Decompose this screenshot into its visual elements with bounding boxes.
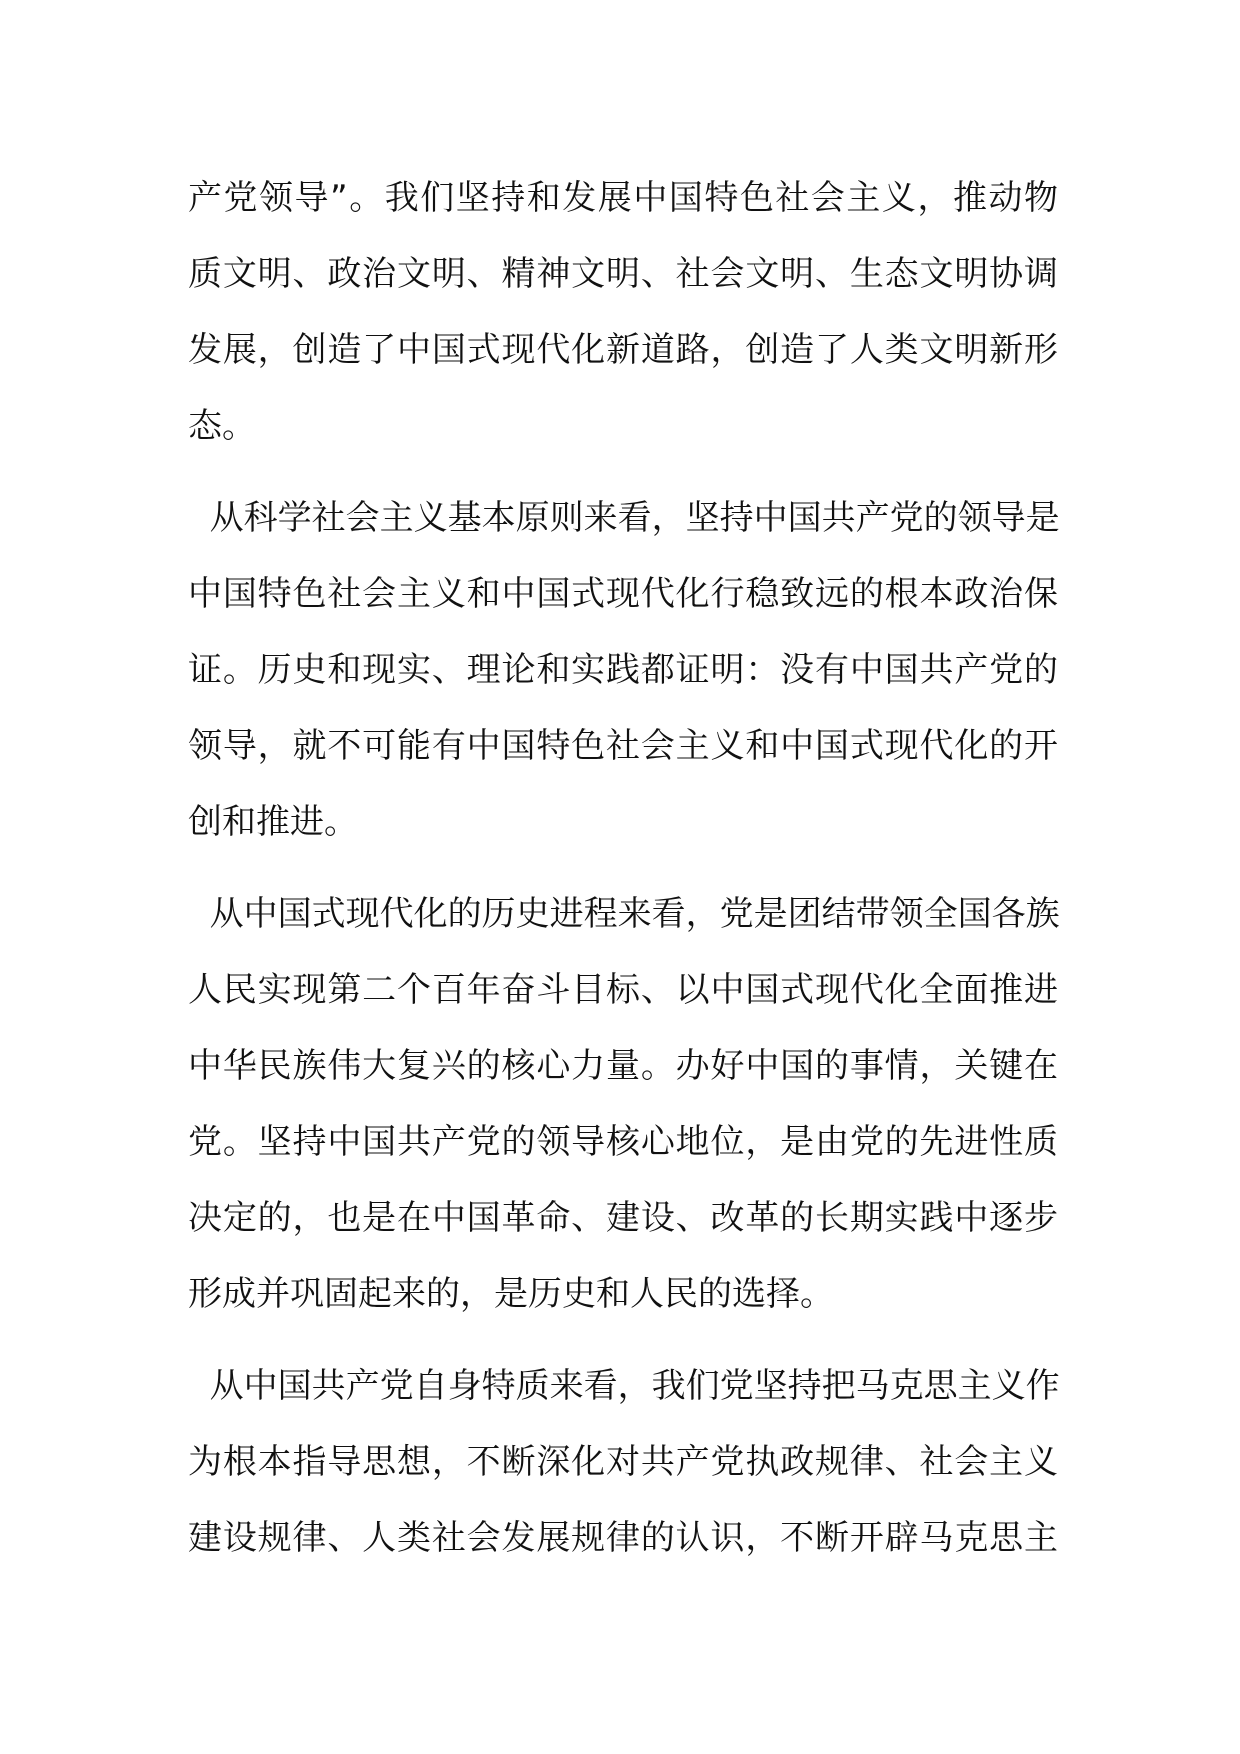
text-line: 创和推进。 <box>188 802 358 842</box>
text-line: 形成并巩固起来的，是历史和人民的选择。 <box>188 1274 834 1314</box>
paragraph <box>188 480 1058 860</box>
text-line: 领导，就不可能有中国特色社会主义和中国式现代化的开 <box>188 726 1058 766</box>
body-text <box>188 160 1058 1576</box>
text-line: 证。历史和现实、理论和实践都证明：没有中国共产党的 <box>188 650 1058 690</box>
paragraph-gap <box>188 1332 1058 1348</box>
paragraph <box>188 876 1058 1332</box>
paragraph <box>188 1348 1058 1576</box>
text-line: 产党领导”。我们坚持和发展中国特色社会主义，推动物 <box>188 178 1058 218</box>
text-line: 发展，创造了中国式现代化新道路，创造了人类文明新形 <box>188 330 1058 370</box>
text-line: 党。坚持中国共产党的领导核心地位，是由党的先进性质 <box>188 1122 1058 1162</box>
text-line: 建设规律、人类社会发展规律的认识，不断开辟马克思主 <box>188 1518 1058 1558</box>
paragraph-gap <box>188 860 1058 876</box>
paragraph-gap <box>188 464 1058 480</box>
text-line: 中华民族伟大复兴的核心力量。办好中国的事情，关键在 <box>188 1046 1058 1086</box>
text-line: 为根本指导思想，不断深化对共产党执政规律、社会主义 <box>188 1442 1058 1482</box>
text-line: 从科学社会主义基本原则来看，坚持中国共产党的领导是 <box>188 498 1060 538</box>
text-line: 中国特色社会主义和中国式现代化行稳致远的根本政治保 <box>188 574 1058 614</box>
text-line: 决定的，也是在中国革命、建设、改革的长期实践中逐步 <box>188 1198 1058 1238</box>
text-line: 人民实现第二个百年奋斗目标、以中国式现代化全面推进 <box>188 970 1058 1010</box>
text-line: 质文明、政治文明、精神文明、社会文明、生态文明协调 <box>188 254 1058 294</box>
text-line: 从中国共产党自身特质来看，我们党坚持把马克思主义作 <box>188 1366 1060 1406</box>
text-line: 态。 <box>188 406 256 446</box>
text-line: 从中国式现代化的历史进程来看，党是团结带领全国各族 <box>188 894 1060 934</box>
paragraph <box>188 160 1058 464</box>
